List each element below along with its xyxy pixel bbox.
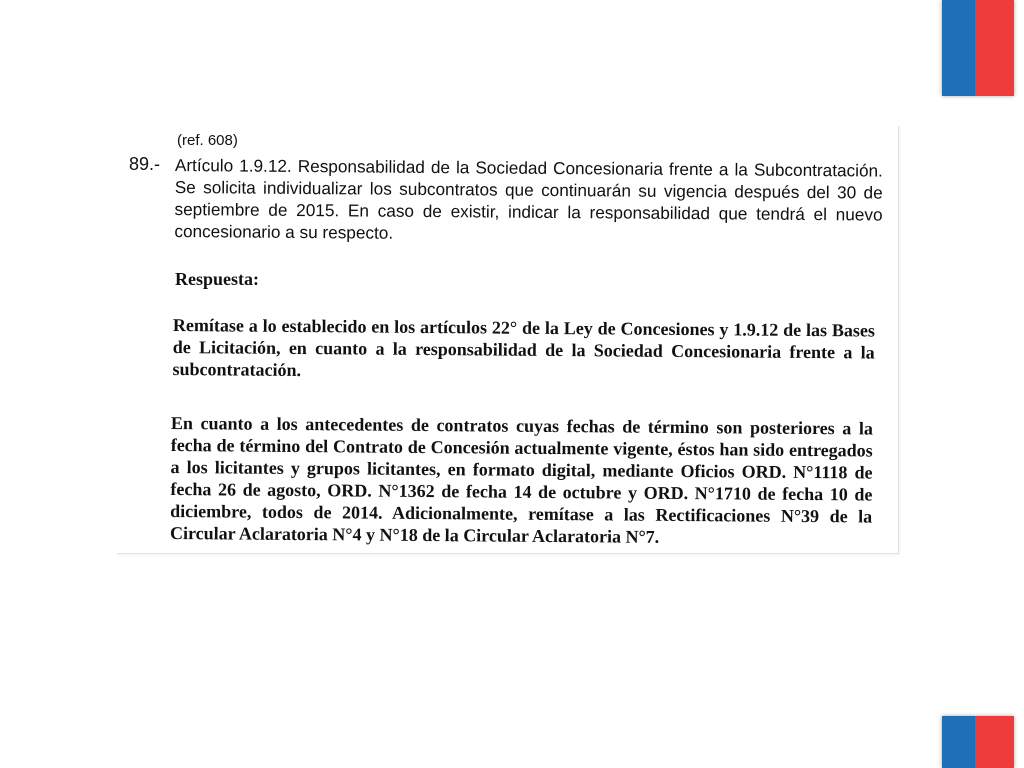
answer-paragraph-2: En cuanto a los antecedentes de contratos cuyas fechas de término son posteriores a la fecha de término del Contrato de Concesión actualmente vigente, éstos han sido entregados a los licitantes y grupos licitantes, en formato digital, mediante Oficios ORD. N°1118 de fecha 26 de agosto, ORD. N°1362 de fecha 14 de octubre y ORD. N°1710 de fecha 10 de diciembre, todos de 2014. Adicionalmente, remítase a las Rectificaciones N°39 de la Circular Aclaratoria N°4 y N°18 de la Circular Aclaratoria N°7. <box>169 412 873 547</box>
flag-decoration-top <box>942 0 1014 96</box>
response-label: Respuesta: <box>175 269 259 289</box>
question-text: Artículo 1.9.12. Responsabilidad de la Sociedad Concesionaria frente a la Subcontratación. Se solicita individualizar los subcontratos que continuarán su vigencia después del 30 de septiembre de 2015. En caso de existir, indicar la responsabilidad que tendrá el nuevo concesionario a su respecto. <box>174 154 883 243</box>
flag-stripe-blue <box>942 716 975 768</box>
flag-stripe-red <box>975 0 1014 96</box>
answer-paragraph-1: Remítase a lo establecido en los artículos 22° de la Ley de Concesiones y 1.9.12 de las Bases de Licitación, en cuanto a la responsabilidad de la Sociedad Concesionaria frente a la subcontratación. <box>172 314 875 381</box>
reference-note: (ref. 608) <box>177 132 238 149</box>
item-number: 89.- <box>129 154 161 174</box>
flag-decoration-bottom <box>942 716 1014 768</box>
flag-stripe-red <box>975 716 1014 768</box>
flag-stripe-blue <box>942 0 975 96</box>
scanned-document <box>117 126 899 554</box>
